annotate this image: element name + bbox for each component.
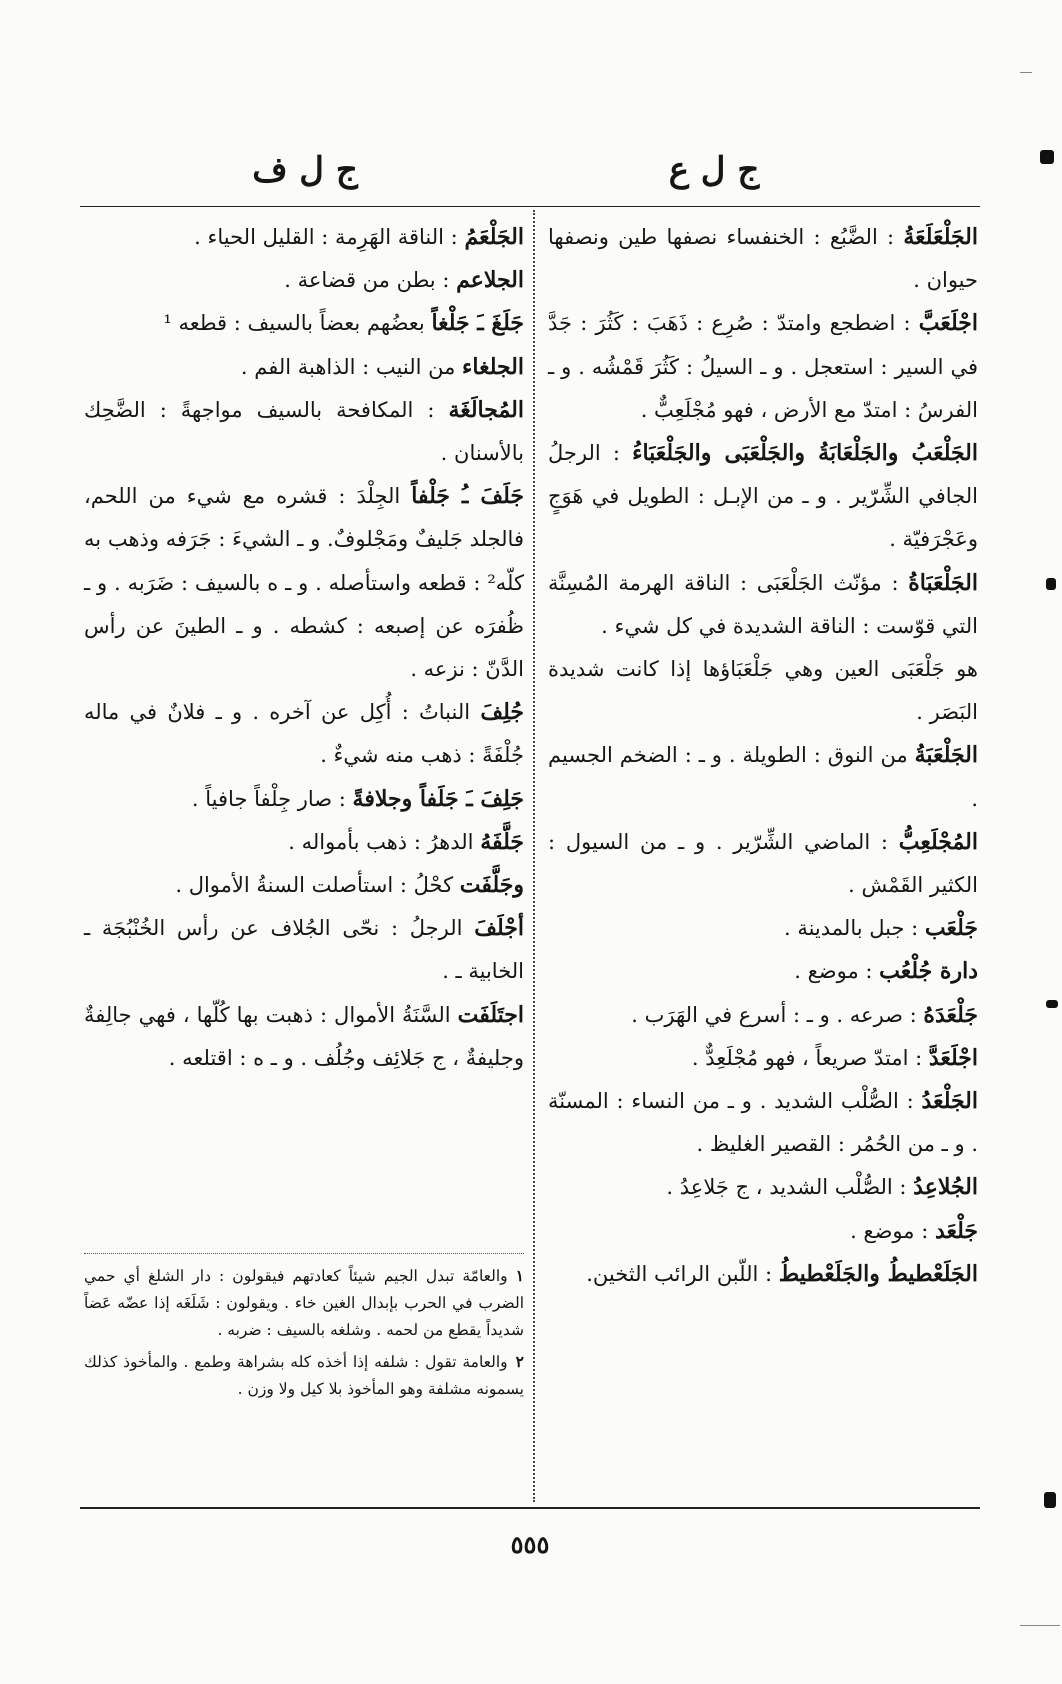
definition: : موضع . xyxy=(794,959,880,984)
footer-rule xyxy=(80,1507,980,1509)
page-number: ٥٥٥ xyxy=(510,1530,550,1559)
header-root-left: ج ل ف xyxy=(252,150,358,190)
headword: المُجالَغَة xyxy=(448,396,524,423)
entry xyxy=(548,1080,978,1166)
entry xyxy=(84,346,524,389)
definition: من النيب : الذاهبة الفم . xyxy=(240,354,463,379)
footnote-text: والعامّة تبدل الجيم شيئاً كعادتهم فيقولون : دار الشلغ أي حمي الضرب في الحرب بإبدال الغين خاء . ويقولون : شَلَغَه إذا عضّه عَضاً شديداً يقطع من لحمه . وشلغه بالسيف : ضربه . xyxy=(84,1267,524,1339)
entry xyxy=(84,778,524,821)
entry xyxy=(548,1253,978,1296)
scan-tick xyxy=(1020,1625,1060,1626)
headword: أجْلَفَ xyxy=(474,915,524,942)
headword: دارة جُلْعُب xyxy=(879,958,978,985)
headword: وجَلَّفَت xyxy=(459,872,524,899)
footnote xyxy=(84,1262,524,1344)
scan-margin-mark xyxy=(1040,150,1054,164)
entry xyxy=(548,821,978,907)
entry xyxy=(84,389,524,475)
entry xyxy=(548,648,978,734)
entry xyxy=(548,1210,978,1253)
scan-margin-mark xyxy=(1046,1000,1058,1008)
entry xyxy=(84,475,524,691)
header-rule xyxy=(80,206,980,207)
definition: : جبل بالمدينة . xyxy=(783,916,925,941)
definition: هو جَلْعَبَى العين وهي جَلْعَبَاؤها إذا كانت شديدة البَصَر . xyxy=(548,657,978,725)
footnote-number: ١ xyxy=(515,1266,524,1285)
definition: : اللّبن الرائب الثخين. xyxy=(586,1261,779,1286)
entry xyxy=(84,994,524,1080)
entry xyxy=(548,1037,978,1080)
headword: جَلَفَ ـُ جَلْفاً xyxy=(411,483,524,510)
definition: : الماضي الشِّرّير . و ـ من السيول : الكثير القَمْش . xyxy=(548,829,978,898)
entry xyxy=(84,302,524,345)
headword: جُلِفَ xyxy=(480,699,524,726)
headword: الجلاعم xyxy=(456,267,524,294)
scan-margin-mark xyxy=(1046,578,1056,590)
headword: اجتَلَفَت xyxy=(457,1001,524,1028)
scan-margin-mark xyxy=(1044,1492,1056,1508)
headword: اجْلَعَدَّ xyxy=(928,1044,978,1071)
headword: المُجْلَعِبُّ xyxy=(898,828,978,855)
definition: : الضَّبُع : الخنفساء نصفها طين ونصفها حيوان . xyxy=(548,225,978,293)
headword: الجَلْعَبَاةُ xyxy=(908,569,978,596)
headword: الجَلْعَلَعَةُ xyxy=(903,224,978,250)
scan-tick xyxy=(1020,72,1032,73)
definition: الدهرُ : ذهب بأمواله . xyxy=(288,829,481,854)
definition: الرجلُ : نحّى الجُلاف عن رأس الخُنْبُجَة ـ الخابية ـ . xyxy=(84,916,524,984)
entry xyxy=(548,216,978,302)
headword: جَلْعَب xyxy=(924,915,978,942)
entry xyxy=(84,821,524,864)
headword: الجَلْعَبَةُ xyxy=(914,742,978,769)
entry xyxy=(84,907,524,993)
definition: الجِلْدَ : قشره مع شيء من اللحم، فالجلد جَليفٌ ومَجْلوفٌ. و ـ الشيءَ : جَرَفه وذهب به كلّه² : قطعه واستأصله . و ـ ه بالسيف : ضَرَبه . و ـ ظُفرَه عن إصبعه : كشطه . و ـ الطينَ عن رأس الدَّنّ : نزعه . xyxy=(84,484,524,682)
headword: الجُلاعِدُ xyxy=(913,1174,978,1201)
entry xyxy=(84,691,524,777)
entry xyxy=(548,907,978,950)
definition: : صرعه . و ـ : أسرع في الهَرَب . xyxy=(631,1002,924,1027)
definition: : امتدّ صريعاً ، فهو مُجْلَعِدٌّ . xyxy=(691,1045,929,1070)
headword: اجْلَعَبَّ xyxy=(918,310,978,337)
entry xyxy=(548,950,978,993)
definition: : بطن من قضاعة . xyxy=(284,268,457,293)
right-column xyxy=(548,216,978,1296)
definition: : الناقة الهَرِمة : القليل الحياء . xyxy=(194,225,465,249)
headword: جَلْعَد xyxy=(934,1217,978,1244)
definition: السَّنَةُ الأموال : ذهبت بها كُلّها ، فهي جالِفةٌ وجليفةٌ ، ج جَلائِف وجُلُف . و ـ ه : اقتلعه . xyxy=(84,1002,524,1070)
headword: الجَلْعَبُ والجَلْعَابَةُ والجَلْعَبَى والجَلْعَبَاءُ xyxy=(632,440,978,467)
entry xyxy=(84,259,524,302)
footnotes xyxy=(84,1262,524,1407)
headword: الجَلْعَمُ xyxy=(464,224,524,250)
headword: الجَلْعَدُ xyxy=(921,1088,978,1115)
footnote-number: ٢ xyxy=(515,1352,524,1371)
entry xyxy=(548,1166,978,1209)
left-column xyxy=(84,216,524,1080)
definition: : الصُّلْب الشديد ، ج جَلاعِدُ . xyxy=(666,1175,914,1200)
entry xyxy=(548,302,978,432)
entry xyxy=(84,864,524,907)
column-separator xyxy=(533,210,535,1502)
definition: : الرجلُ الجافي الشِّرّير . و ـ من الإبـل : الطويل في هَوَجٍ وعَجْرَفيّة . xyxy=(548,441,978,552)
definition: كحْلُ : استأصلت السنةُ الأموال . xyxy=(175,873,460,898)
header-root-right: ج ل ع xyxy=(668,150,760,190)
footnote-text: والعامة تقول : شلفه إذا أخذه كله بشراهة وطمع . والمأخوذ كذلك يسمونه مشلفة وهو المأخوذ بلا كيل ولا وزن . xyxy=(84,1353,524,1398)
headword: جَلَّفَهُ xyxy=(480,828,524,855)
entry xyxy=(548,734,978,820)
footnote-rule xyxy=(84,1253,524,1254)
entry xyxy=(548,432,978,562)
definition: من النوق : الطويلة . و ـ : الضخم الجسيم . xyxy=(548,743,978,811)
headword: الجلغاء xyxy=(462,353,524,380)
entry xyxy=(548,994,978,1037)
definition: بعضُهم بعضاً بالسيف : قطعه ¹ xyxy=(163,311,432,336)
definition: : صار جِلْفاً جافياً . xyxy=(191,786,353,811)
definition: : اضطجع وامتدّ : صُرِع : ذَهَبَ : كَثُرَ : جَدَّ في السير : استعجل . و ـ السيلُ : كَثُرَ قَمْشُه . و ـ الفرسُ : امتدّ مع الأرض ، فهو مُجْلَعِبٌّ . xyxy=(548,311,978,422)
footnote xyxy=(84,1348,524,1403)
headword: جَلْعَدَهُ xyxy=(923,1001,978,1028)
headword: جَلَغَ ـَ جَلْغاً xyxy=(431,310,524,337)
definition: النباتُ : أُكِل عن آخره . و ـ فلانٌ في ماله جُلْفَةً : ذهب منه شيءٌ . xyxy=(84,700,524,768)
headword: جَلِفَ ـَ جَلَفاً وجلافةً xyxy=(352,785,524,812)
definition: : المكافحة بالسيف مواجهةً : الضَّحِك بالأسنان . xyxy=(84,397,524,466)
definition: : الصُّلْب الشديد . و ـ من النساء : المسنّة . و ـ من الحُمُر : القصير الغليظ . xyxy=(548,1089,978,1157)
definition: : مؤنّث الجَلْعَبَى : الناقة الهرمة المُسِنَّة التي قوّست : الناقة الشديدة في كل شيء . xyxy=(548,570,978,638)
headword: الجَلَعْطيطُ والجَلَعْطيطُ xyxy=(778,1260,978,1287)
entry xyxy=(548,562,978,648)
entry xyxy=(84,216,524,259)
definition: : موضع . xyxy=(850,1218,935,1243)
